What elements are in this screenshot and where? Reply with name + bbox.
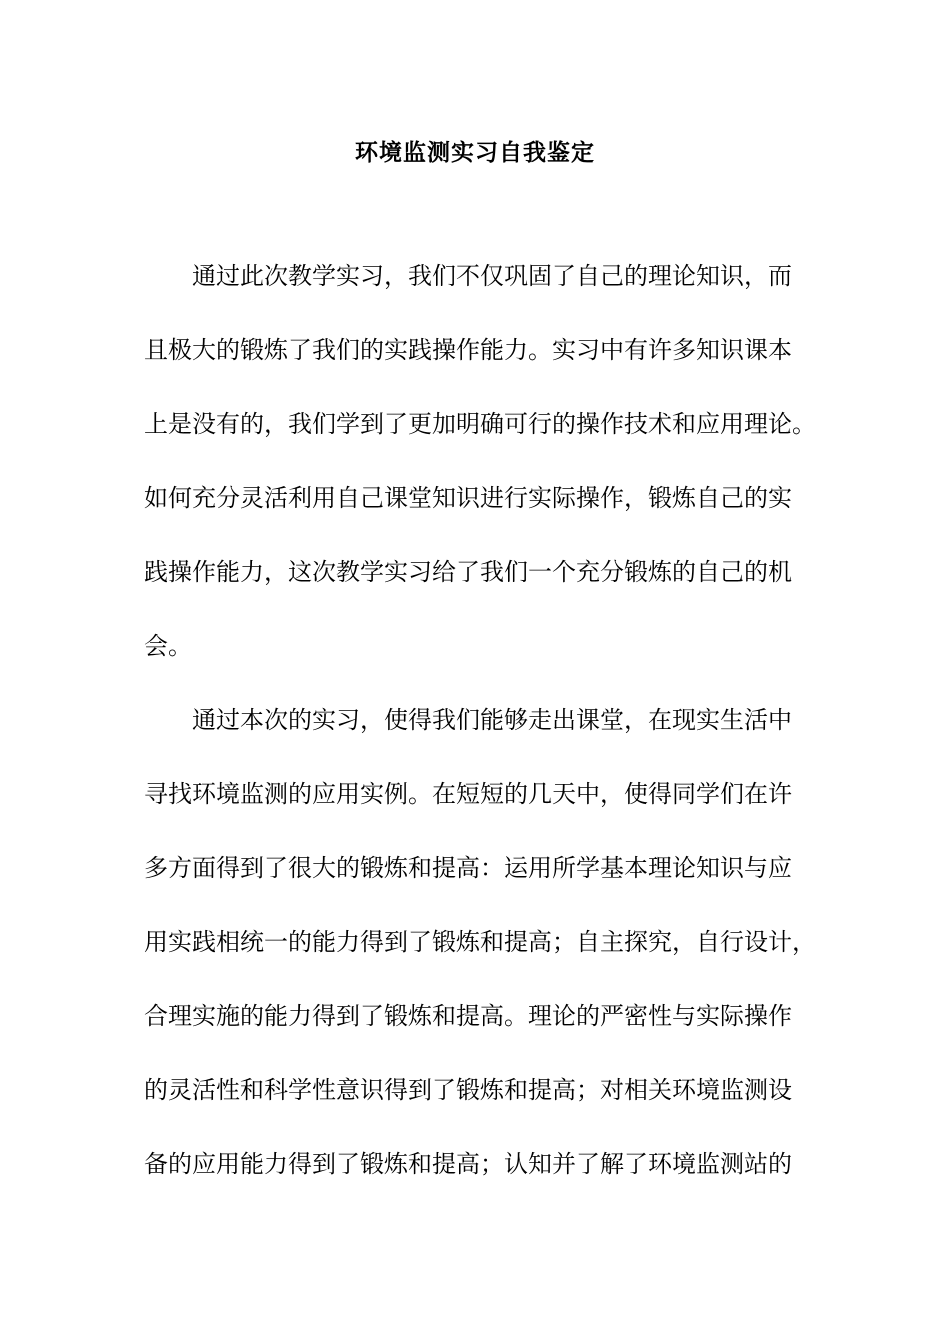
paragraph-2-line-6: 的灵活性和科学性意识得到了锻炼和提高；对相关环境监测设 [144,1076,792,1104]
paragraph-2-line-4: 用实践相统一的能力得到了锻炼和提高；自主探究，自行设计， [144,928,816,956]
paragraph-2-line-1: 通过本次的实习，使得我们能够走出课堂，在现实生活中 [192,706,792,734]
paragraph-1-line-2: 且极大的锻炼了我们的实践操作能力。实习中有许多知识课本 [144,336,792,364]
paragraph-1-line-1: 通过此次教学实习，我们不仅巩固了自己的理论知识，而 [192,262,792,290]
paragraph-2-line-7: 备的应用能力得到了锻炼和提高；认知并了解了环境监测站的 [144,1150,792,1178]
paragraph-1-line-3: 上是没有的，我们学到了更加明确可行的操作技术和应用理论。 [144,410,816,438]
paragraph-1-line-4: 如何充分灵活利用自己课堂知识进行实际操作，锻炼自己的实 [144,484,792,512]
document-body [144,256,824,1218]
paragraph-2-line-2: 寻找环境监测的应用实例。在短短的几天中，使得同学们在许 [144,780,792,808]
paragraph-2-line-3: 多方面得到了很大的锻炼和提高：运用所学基本理论知识与应 [144,854,792,882]
document-title: 环境监测实习自我鉴定 [355,140,595,166]
paragraph-2-line-5: 合理实施的能力得到了锻炼和提高。理论的严密性与实际操作 [144,1002,792,1030]
paragraph-1-line-5: 践操作能力，这次教学实习给了我们一个充分锻炼的自己的机 [144,558,792,586]
paragraph-1-line-6: 会。 [144,632,192,660]
